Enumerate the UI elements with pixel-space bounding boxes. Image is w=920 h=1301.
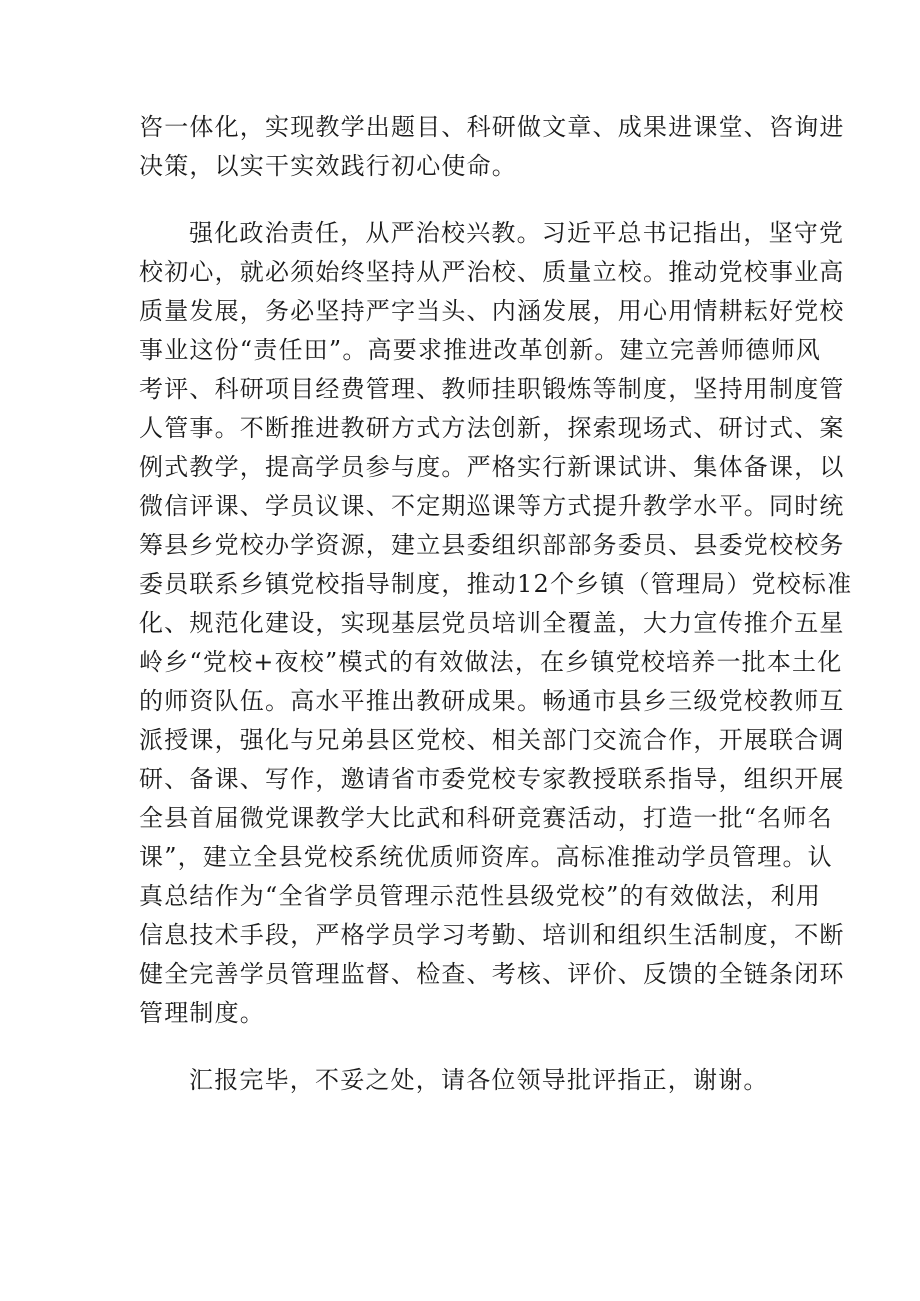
document-body (139, 108, 853, 1100)
paragraph-spacer (139, 186, 789, 214)
text-line: 强化政治责任，从严治校兴教。习近平总书记指出，坚守党 (189, 219, 845, 247)
text-line: 考评、科研项目经费管理、教师挂职锻炼等制度，坚持用制度管 (139, 375, 845, 403)
text-line: 校初心，就必须始终坚持从严治校、质量立校。推动党校事业高 (139, 258, 845, 286)
text-line: 管理制度。 (139, 999, 265, 1027)
text-line: 微信评课、学员议课、不定期巡课等方式提升教学水平。同时统 (139, 492, 845, 520)
paragraph (139, 214, 853, 1033)
text-line: 的师资队伍。高水平推出教研成果。畅通市县乡三级党校教师互 (139, 687, 845, 715)
text-line: 课”，建立全县党校系统优质师资库。高标准推动学员管理。认 (139, 843, 833, 871)
text-line: 岭乡“党校+夜校”模式的有效做法，在乡镇党校培养一批本土化 (139, 648, 843, 676)
text-line: 人管事。不断推进教研方式方法创新，探索现场式、研讨式、案 (139, 414, 845, 442)
text-line: 例式教学，提高学员参与度。严格实行新课试讲、集体备课，以 (139, 453, 845, 481)
text-line: 委员联系乡镇党校指导制度，推动12个乡镇（管理局）党校标准 (139, 570, 853, 598)
text-line: 健全完善学员管理监督、检查、考核、评价、反馈的全链条闭环 (139, 960, 845, 988)
text-line: 真总结作为“全省学员管理示范性县级党校”的有效做法，利用 (139, 882, 822, 910)
paragraph (139, 1061, 789, 1100)
text-line: 决策，以实干实效践行初心使命。 (139, 152, 517, 180)
text-line: 化、规范化建设，实现基层党员培训全覆盖，大力宣传推介五星 (139, 609, 845, 637)
text-line: 派授课，强化与兄弟县区党校、相关部门交流合作，开展联合调 (139, 726, 845, 754)
text-line: 汇报完毕，不妥之处，请各位领导批评指正，谢谢。 (189, 1066, 769, 1094)
paragraph-spacer (139, 1033, 789, 1061)
text-line: 咨一体化，实现教学出题目、科研做文章、成果进课堂、咨询进 (139, 113, 845, 141)
text-line: 筹县乡党校办学资源，建立县委组织部部务委员、县委党校校务 (139, 531, 845, 559)
text-line: 信息技术手段，严格学员学习考勤、培训和组织生活制度，不断 (139, 921, 845, 949)
text-line: 全县首届微党课教学大比武和科研竞赛活动，打造一批“名师名 (139, 804, 833, 832)
paragraph (139, 108, 845, 186)
text-line: 质量发展，务必坚持严字当头、内涵发展，用心用情耕耘好党校 (139, 297, 845, 325)
text-line: 事业这份“责任田”。高要求推进改革创新。建立完善师德师风 (139, 336, 822, 364)
text-line: 研、备课、写作，邀请省市委党校专家教授联系指导，组织开展 (139, 765, 845, 793)
